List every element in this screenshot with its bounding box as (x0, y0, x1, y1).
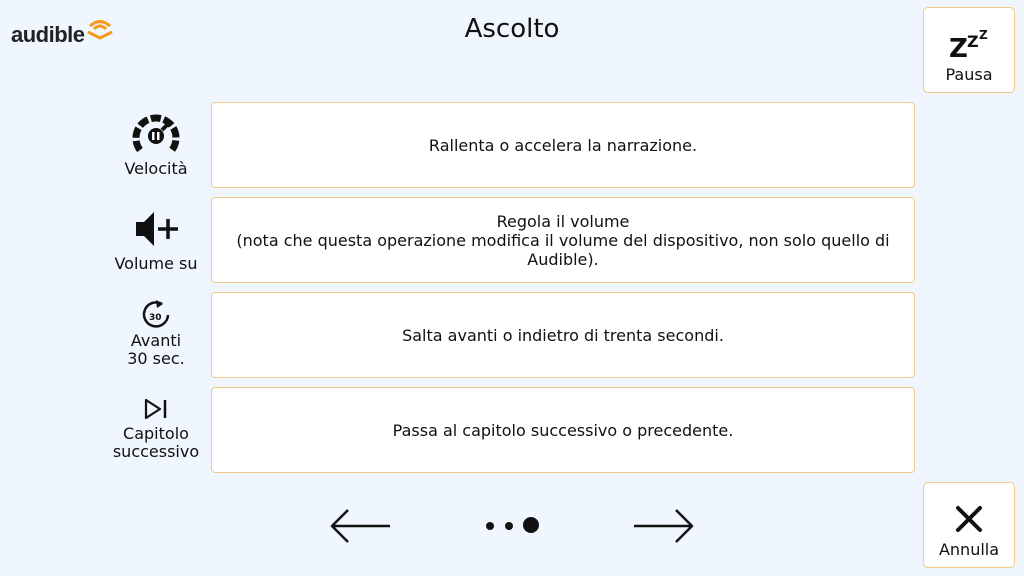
svg-text:Z: Z (979, 28, 988, 42)
card-next-chapter[interactable]: Passa al capitolo successivo o precedente. (211, 387, 915, 473)
svg-text:Z: Z (949, 34, 968, 59)
arrow-right-icon[interactable] (632, 508, 696, 544)
skip-forward-30-icon (139, 298, 173, 330)
card-skip[interactable]: Salta avanti o indietro di trenta secondi. (211, 292, 915, 378)
row-icon-volume (106, 207, 206, 273)
row-icon-skip (106, 298, 206, 368)
row-label-skip: Avanti 30 sec. (127, 331, 185, 368)
screen (4, 4, 1020, 572)
cancel-label: Annulla (938, 540, 1000, 559)
volume-up-icon (132, 207, 180, 251)
pause-label: Pausa (945, 65, 993, 84)
next-chapter-icon (142, 397, 170, 421)
row-icon-speed (106, 112, 206, 178)
row-label-volume: Volume su (114, 254, 198, 273)
card-speed[interactable]: Rallenta o accelera la narrazione. (211, 102, 915, 188)
pause-button[interactable] (923, 7, 1015, 93)
svg-text:30: 30 (149, 313, 162, 323)
arrow-left-icon[interactable] (328, 508, 392, 544)
row-icon-next-chapter (106, 397, 206, 461)
row-label-next-chapter: Capitolo successivo (112, 424, 200, 461)
sleep-zzz-icon (947, 27, 991, 59)
speed-gauge-icon (132, 112, 180, 156)
svg-text:Z: Z (967, 32, 979, 51)
pager (0, 504, 1024, 548)
page-dot-3-active[interactable] (523, 517, 539, 533)
page-dot-1[interactable] (486, 522, 494, 530)
card-volume[interactable]: Regola il volume (nota che questa operazione modifica il volume del dispositivo, non solo quello di Audible). (211, 197, 915, 283)
row-label-speed: Velocità (124, 159, 188, 178)
page-title: Ascolto (464, 14, 560, 44)
page-dot-2[interactable] (505, 522, 513, 530)
logo-text: audible (11, 22, 85, 47)
